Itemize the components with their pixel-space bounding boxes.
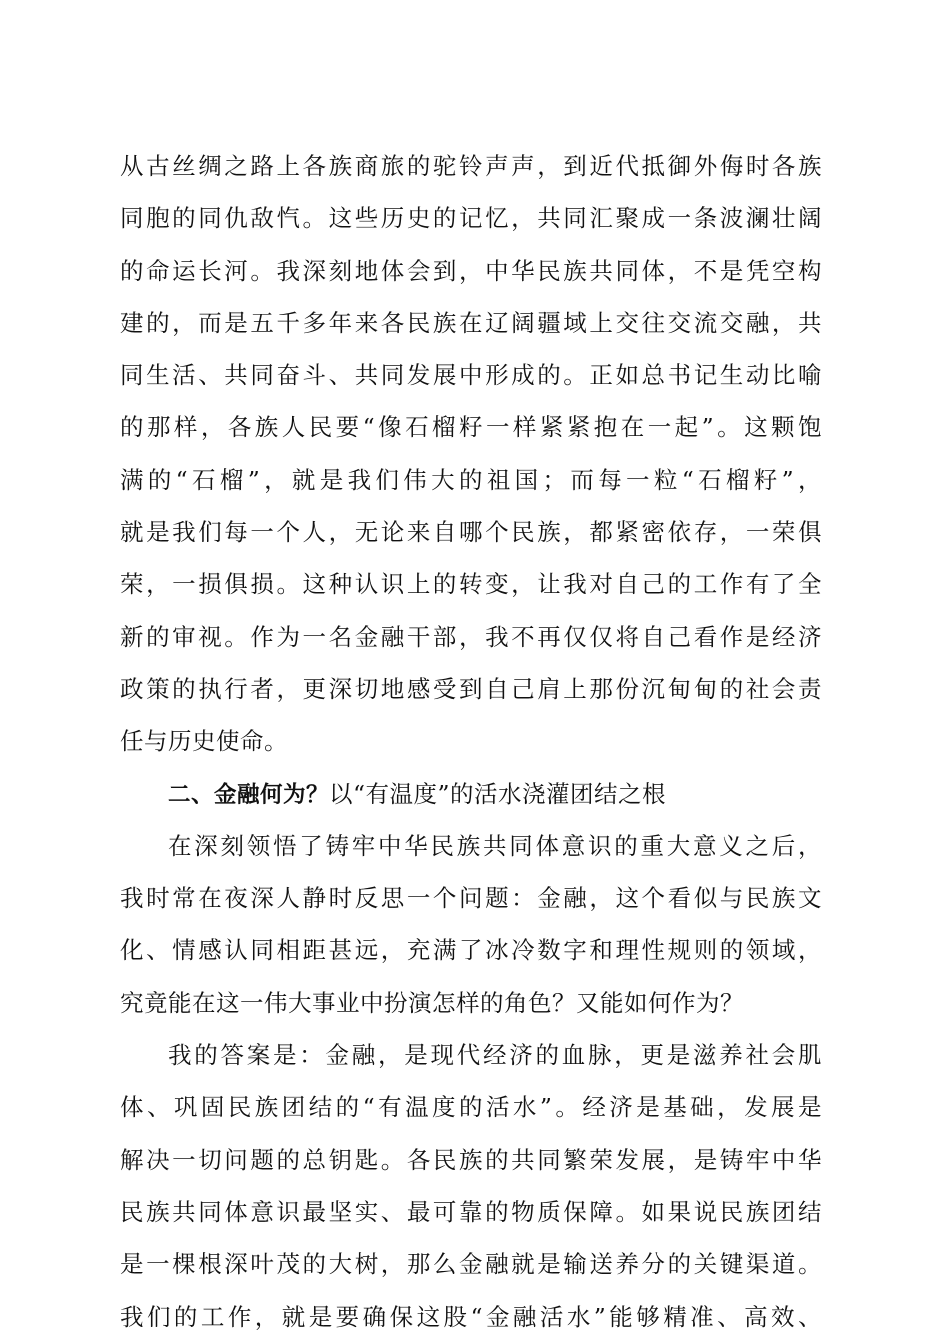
text-line: 我时常在夜深人静时反思一个问题：金融，这个看似与民族文 — [120, 884, 822, 913]
text-line: 任与历史使命。 — [120, 727, 288, 756]
section-heading-bold: 二、金融何为？ — [168, 781, 330, 808]
paragraph-history-memory — [120, 140, 822, 768]
paragraph-reflection — [120, 820, 822, 1029]
text-line: 同胞的同仇敌忾。这些历史的记忆，共同汇聚成一条波澜壮阔 — [120, 204, 822, 233]
text-line: 体、巩固民族团结的“有温度的活水”。经济是基础，发展是 — [120, 1093, 822, 1122]
text-line: 的命运长河。我深刻地体会到，中华民族共同体，不是凭空构 — [120, 256, 822, 285]
text-line: 民族共同体意识最坚实、最可靠的物质保障。如果说民族团结 — [120, 1197, 822, 1226]
text-line: 就是我们每一个人，无论来自哪个民族，都紧密依存，一荣俱 — [120, 518, 822, 547]
text-line: 满的“石榴”，就是我们伟大的祖国；而每一粒“石榴籽”， — [120, 465, 822, 494]
text-line: 我的答案是：金融，是现代经济的血脉，更是滋养社会肌 — [168, 1041, 822, 1070]
section-heading-text: 以“有温度”的活水浇灌团结之根 — [329, 779, 667, 808]
section-heading — [120, 768, 822, 820]
document-body — [120, 140, 822, 1343]
text-line: 建的，而是五千多年来各民族在辽阔疆域上交往交流交融，共 — [120, 308, 822, 337]
text-line: 的那样，各族人民要“像石榴籽一样紧紧抱在一起”。这颗饱 — [120, 413, 822, 442]
paragraph-answer — [120, 1029, 822, 1343]
text-line: 同生活、共同奋斗、共同发展中形成的。正如总书记生动比喻 — [120, 361, 822, 390]
text-line: 新的审视。作为一名金融干部，我不再仅仅将自己看作是经济 — [120, 622, 822, 651]
text-line: 是一棵根深叶茂的大树，那么金融就是输送养分的关键渠道。 — [120, 1250, 822, 1279]
text-line: 化、情感认同相距甚远，充满了冰冷数字和理性规则的领域， — [120, 936, 822, 965]
text-line: 荣，一损俱损。这种认识上的转变，让我对自己的工作有了全 — [120, 570, 822, 599]
text-line: 从古丝绸之路上各族商旅的驼铃声声，到近代抵御外侮时各族 — [120, 152, 822, 180]
text-line: 在深刻领悟了铸牢中华民族共同体意识的重大意义之后， — [168, 831, 822, 860]
text-line: 究竟能在这一伟大事业中扮演怎样的角色？又能如何作为？ — [120, 988, 744, 1017]
text-line: 政策的执行者，更深切地感受到自己肩上那份沉甸甸的社会责 — [120, 674, 822, 703]
text-line: 解决一切问题的总钥匙。各民族的共同繁荣发展，是铸牢中华 — [120, 1145, 822, 1174]
text-line: 我们的工作，就是要确保这股“金融活水”能够精准、高效、 — [120, 1302, 822, 1331]
